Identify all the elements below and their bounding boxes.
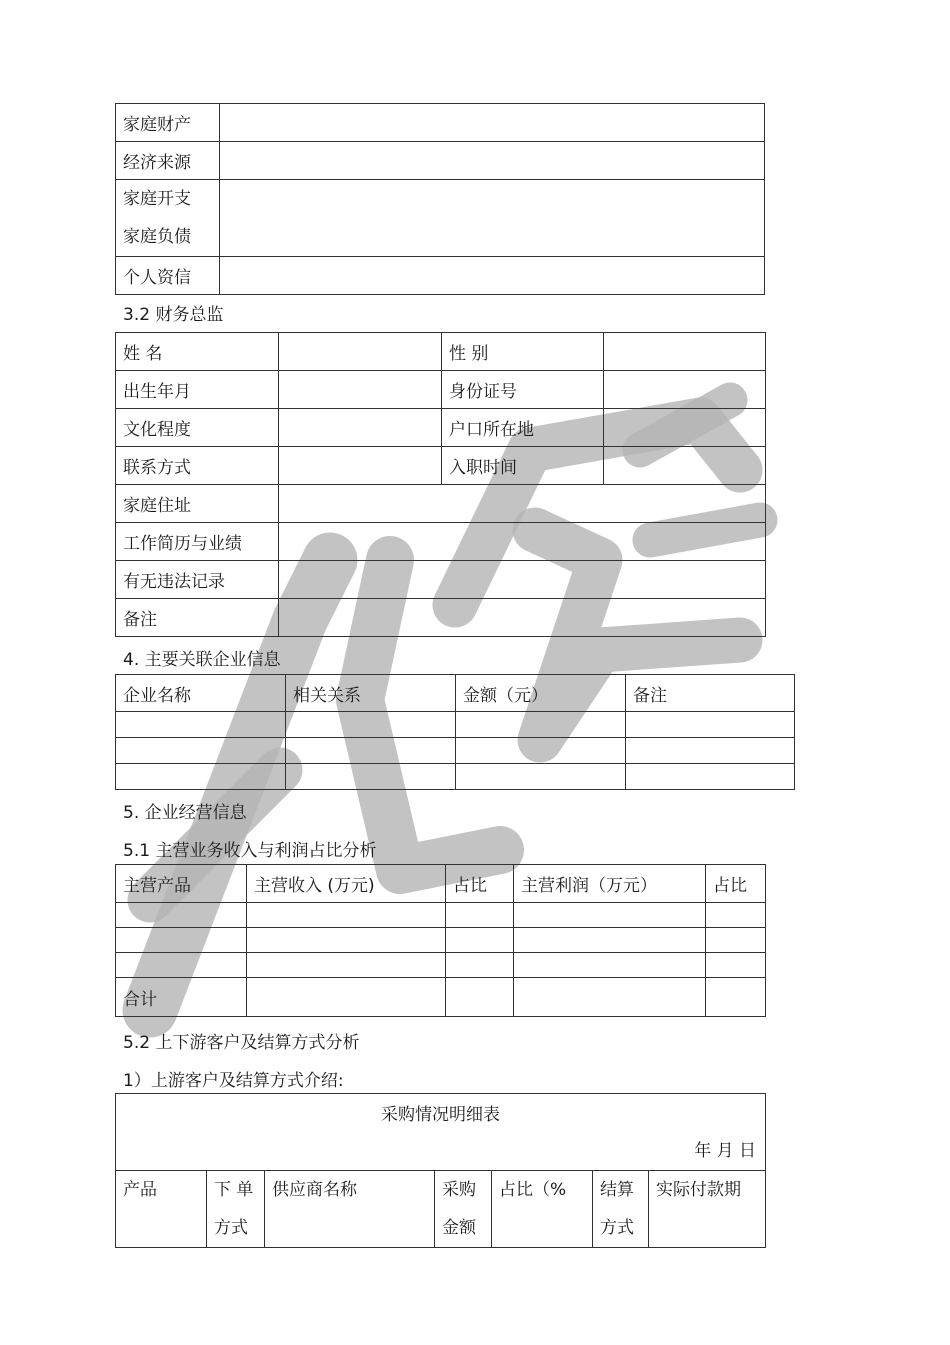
section-subheading: 1）上游客户及结算方式介绍: bbox=[123, 1071, 344, 1091]
table-cell bbox=[514, 978, 706, 1017]
table-cell bbox=[706, 903, 766, 928]
row-label: 家庭负债 bbox=[123, 227, 191, 247]
value-cell bbox=[279, 523, 766, 561]
column-header: 供应商名称 bbox=[265, 1171, 435, 1248]
table-row bbox=[116, 712, 795, 738]
row-label: 家庭财产 bbox=[116, 104, 220, 142]
table-cell bbox=[706, 978, 766, 1017]
table-cell bbox=[514, 953, 706, 978]
table-cell bbox=[446, 978, 514, 1017]
column-header: 金额（元） bbox=[456, 675, 626, 712]
table-title-cell bbox=[116, 1094, 766, 1171]
table-row bbox=[116, 928, 766, 953]
revenue-table bbox=[115, 864, 766, 1017]
table-cell bbox=[247, 953, 446, 978]
row-label: 户口所在地 bbox=[442, 409, 604, 447]
column-header: 占比 bbox=[706, 865, 766, 903]
table-cell bbox=[116, 953, 247, 978]
purchase-detail-table bbox=[115, 1093, 766, 1248]
column-header: 主营产品 bbox=[116, 865, 247, 903]
column-header bbox=[435, 1171, 492, 1248]
row-label: 文化程度 bbox=[116, 409, 279, 447]
table-cell bbox=[514, 928, 706, 953]
header-line: 金额 bbox=[442, 1218, 476, 1238]
table-cell bbox=[706, 953, 766, 978]
row-label: 联系方式 bbox=[116, 447, 279, 485]
table-cell bbox=[626, 764, 795, 790]
column-header bbox=[593, 1171, 649, 1248]
table-cell bbox=[446, 928, 514, 953]
row-label: 工作简历与业绩 bbox=[116, 523, 279, 561]
value-cell bbox=[604, 447, 766, 485]
table-row bbox=[116, 764, 795, 790]
value-cell bbox=[279, 485, 766, 523]
section-heading: 5.1 主营业务收入与利润占比分析 bbox=[123, 841, 377, 861]
value-cell bbox=[220, 257, 765, 295]
value-cell bbox=[279, 333, 442, 371]
value-cell bbox=[279, 447, 442, 485]
column-header bbox=[207, 1171, 265, 1248]
column-header: 主营利润（万元） bbox=[514, 865, 706, 903]
table-row bbox=[116, 953, 766, 978]
column-header: 占比（% bbox=[492, 1171, 593, 1248]
row-label: 姓 名 bbox=[116, 333, 279, 371]
header-line: 方式 bbox=[600, 1218, 634, 1238]
column-header: 主营收入 (万元) bbox=[247, 865, 446, 903]
value-cell bbox=[604, 371, 766, 409]
date-line: 年 月 日 bbox=[694, 1141, 756, 1161]
associated-enterprise-table bbox=[115, 674, 795, 790]
table-cell bbox=[456, 738, 626, 764]
row-label: 入职时间 bbox=[442, 447, 604, 485]
row-label: 有无违法记录 bbox=[116, 561, 279, 599]
value-cell bbox=[604, 333, 766, 371]
table-cell bbox=[446, 953, 514, 978]
header-line: 采购 bbox=[442, 1180, 476, 1200]
table-cell bbox=[116, 712, 286, 738]
column-header: 相关关系 bbox=[286, 675, 456, 712]
section-heading: 5.2 上下游客户及结算方式分析 bbox=[123, 1033, 360, 1053]
column-header: 实际付款期 bbox=[649, 1171, 766, 1248]
table-cell bbox=[247, 928, 446, 953]
table-cell bbox=[456, 712, 626, 738]
row-label: 出生年月 bbox=[116, 371, 279, 409]
value-cell bbox=[220, 180, 765, 257]
table-cell bbox=[446, 903, 514, 928]
value-cell bbox=[279, 409, 442, 447]
table-cell bbox=[706, 928, 766, 953]
table-cell bbox=[247, 903, 446, 928]
column-header: 企业名称 bbox=[116, 675, 286, 712]
row-label-pair bbox=[116, 180, 220, 257]
row-label: 性 别 bbox=[442, 333, 604, 371]
table-cell bbox=[626, 738, 795, 764]
value-cell bbox=[220, 104, 765, 142]
table-cell bbox=[286, 712, 456, 738]
table-cell bbox=[116, 903, 247, 928]
header-line: 方式 bbox=[214, 1218, 248, 1238]
section-heading: 4. 主要关联企业信息 bbox=[123, 650, 281, 670]
value-cell bbox=[279, 371, 442, 409]
table-cell bbox=[514, 903, 706, 928]
section-heading: 3.2 财务总监 bbox=[123, 305, 224, 325]
header-line: 下 单 bbox=[214, 1180, 254, 1200]
section-heading: 5. 企业经营信息 bbox=[123, 803, 247, 823]
value-cell bbox=[279, 599, 766, 637]
table-cell bbox=[247, 978, 446, 1017]
row-label: 身份证号 bbox=[442, 371, 604, 409]
row-label: 个人资信 bbox=[116, 257, 220, 295]
table-cell bbox=[116, 928, 247, 953]
table-cell bbox=[286, 764, 456, 790]
column-header: 产品 bbox=[116, 1171, 207, 1248]
table-cell bbox=[456, 764, 626, 790]
column-header: 备注 bbox=[626, 675, 795, 712]
row-label: 经济来源 bbox=[116, 142, 220, 180]
table-row bbox=[116, 903, 766, 928]
family-table bbox=[115, 103, 765, 295]
column-header: 占比 bbox=[446, 865, 514, 903]
cfo-table bbox=[115, 332, 766, 637]
value-cell bbox=[279, 561, 766, 599]
table-cell bbox=[116, 764, 286, 790]
value-cell bbox=[220, 142, 765, 180]
table-cell bbox=[116, 738, 286, 764]
table-title: 采购情况明细表 bbox=[381, 1105, 500, 1125]
row-label: 备注 bbox=[116, 599, 279, 637]
table-cell bbox=[286, 738, 456, 764]
total-label: 合计 bbox=[116, 978, 247, 1017]
header-line: 结算 bbox=[600, 1180, 634, 1200]
value-cell bbox=[604, 409, 766, 447]
table-row bbox=[116, 738, 795, 764]
row-label: 家庭住址 bbox=[116, 485, 279, 523]
row-label: 家庭开支 bbox=[123, 189, 191, 209]
table-cell bbox=[626, 712, 795, 738]
